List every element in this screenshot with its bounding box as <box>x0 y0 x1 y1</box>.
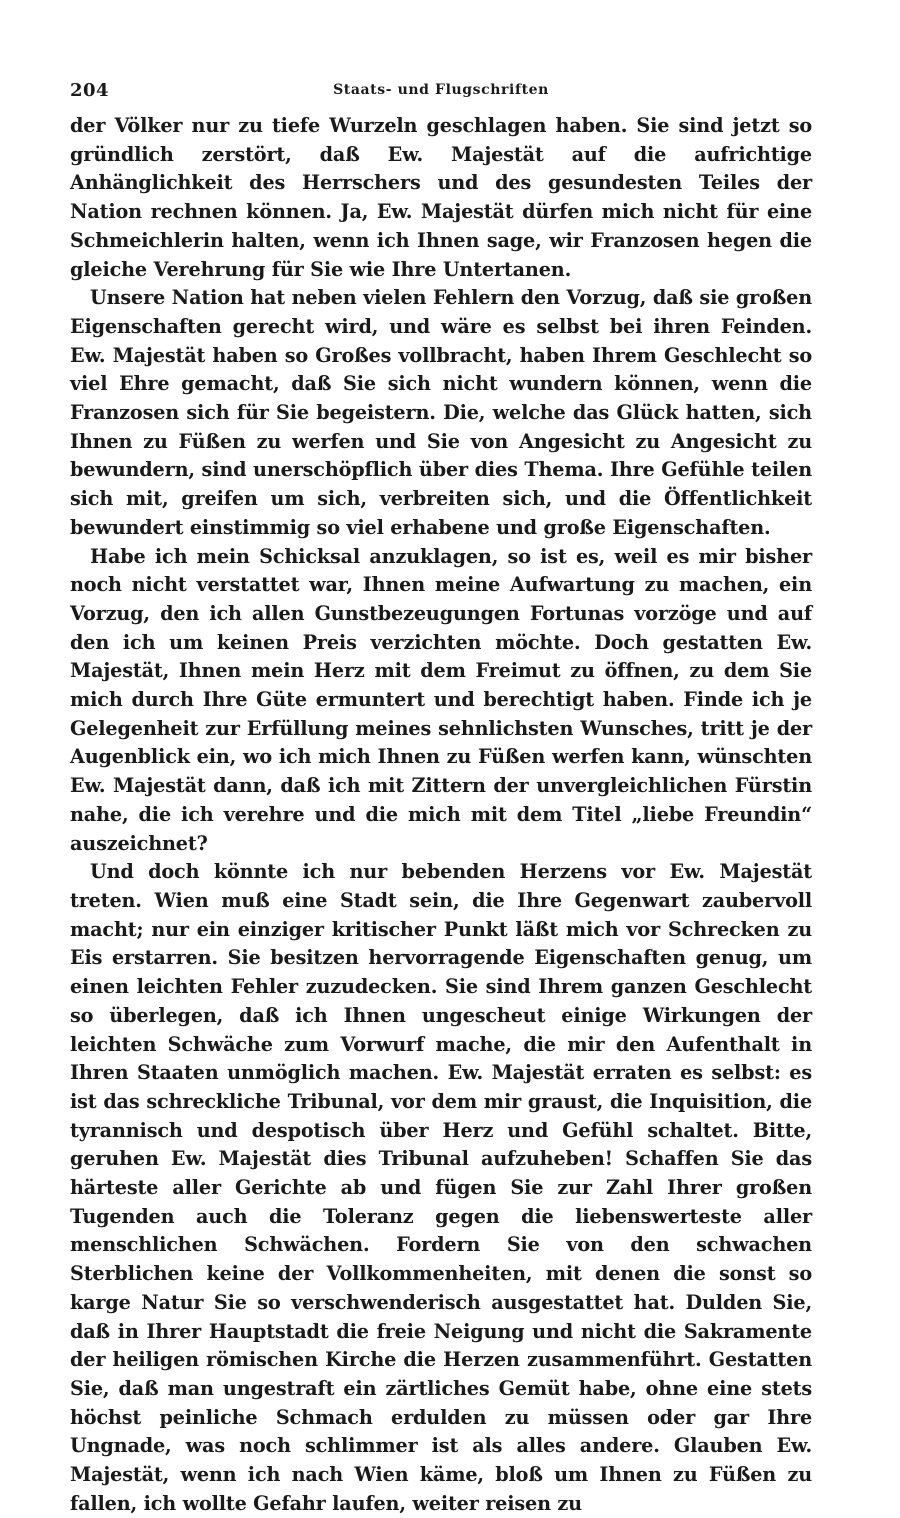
running-title: Staats- und Flugschriften <box>333 82 549 98</box>
body-text <box>70 112 812 1518</box>
paragraph: Unsere Nation hat neben vielen Fehlern den Vorzug, daß sie großen Eigenschaften gerecht wird, und wäre es selbst bei ihren Feinden. Ew. Majestät haben so Großes vollbracht, haben Ihrem Geschlecht so viel Ehre gemacht, daß Sie sich nicht wundern können, wenn die Franzosen sich für Sie begeistern. Die, welche das Glück hatten, sich Ihnen zu Füßen zu werfen und Sie von Angesicht zu Angesicht zu bewundern, sind unerschöpflich über dies Thema. Ihre Gefühle teilen sich mit, greifen um sich, verbreiten sich, und die Öffentlichkeit bewundert einstimmig so viel erhabene und große Eigenschaften. <box>70 286 812 539</box>
book-page <box>70 78 812 1518</box>
paragraph: Habe ich mein Schicksal anzuklagen, so ist es, weil es mir bisher noch nicht verstattet war, Ihnen meine Aufwartung zu machen, ein Vorzug, den ich allen Gunstbezeugungen Fortunas vorzöge und auf den ich um keinen Preis verzichten möchte. Doch gestatten Ew. Majestät, Ihnen mein Herz mit dem Freimut zu öffnen, zu dem Sie mich durch Ihre Güte ermuntert und berechtigt haben. Finde ich je Gelegenheit zur Erfüllung meines sehnlichsten Wunsches, tritt je der Augenblick ein, wo ich mich Ihnen zu Füßen werfen kann, wünschten Ew. Majestät dann, daß ich mit Zittern der unvergleichlichen Fürstin nahe, die ich verehre und die mich mit dem Titel „liebe Freundin“ auszeichnet? <box>70 544 812 855</box>
paragraph: Und doch könnte ich nur bebenden Herzens vor Ew. Majestät treten. Wien muß eine Stadt sein, die Ihre Gegenwart zaubervoll macht; nur ein einziger kritischer Punkt läßt mich vor Schrecken zu Eis erstarren. Sie besitzen hervorragende Eigenschaften genug, um einen leichten Fehler zuzudecken. Sie sind Ihrem ganzen Geschlecht so überlegen, daß ich Ihnen ungescheut einige Wirkungen der leichten Schwäche zum Vorwurf mache, die mir den Aufenthalt in Ihren Staaten unmöglich machen. Ew. Majestät erraten es selbst: es ist das schreckliche Tribunal, vor dem mir graust, die Inquisition, die tyrannisch und despotisch über Herz und Gefühl schaltet. Bitte, geruhen Ew. Majestät dies Tribunal aufzuheben! Schaffen Sie das härteste aller Gerichte ab und fügen Sie zur Zahl Ihrer großen Tugenden auch die Toleranz gegen die liebenswerteste aller menschlichen Schwächen. Fordern Sie von den schwachen Sterblichen keine der Vollkommenheiten, mit denen die sonst so karge Natur Sie so verschwenderisch ausgestattet hat. Dulden Sie, daß in Ihrer Hauptstadt die freie Neigung und nicht die Sakramente der heiligen römischen Kirche die Herzen zusammenführt. Gestatten Sie, daß man ungestraft ein zärtliches Gemüt habe, ohne eine stets höchst peinliche Schmach erdulden zu müssen oder gar Ihre Ungnade, was noch schlimmer ist als alles andere. Glauben Ew. Majestät, wenn ich nach Wien käme, bloß um Ihnen zu Füßen zu fallen, ich wollte Gefahr laufen, weiter reisen zu <box>70 860 812 1515</box>
running-head <box>70 78 812 112</box>
page-number: 204 <box>70 80 110 101</box>
paragraph-continued: der Völker nur zu tiefe Wurzeln geschlagen haben. Sie sind jetzt so gründlich zerstört, daß Ew. Majestät auf die aufrichtige Anhänglichkeit des Herrschers und des gesundesten Teiles der Nation rechnen können. Ja, Ew. Majestät dürfen mich nicht für eine Schmeichlerin halten, wenn ich Ihnen sage, wir Franzosen hegen die gleiche Verehrung für Sie wie Ihre Untertanen. <box>70 114 812 281</box>
